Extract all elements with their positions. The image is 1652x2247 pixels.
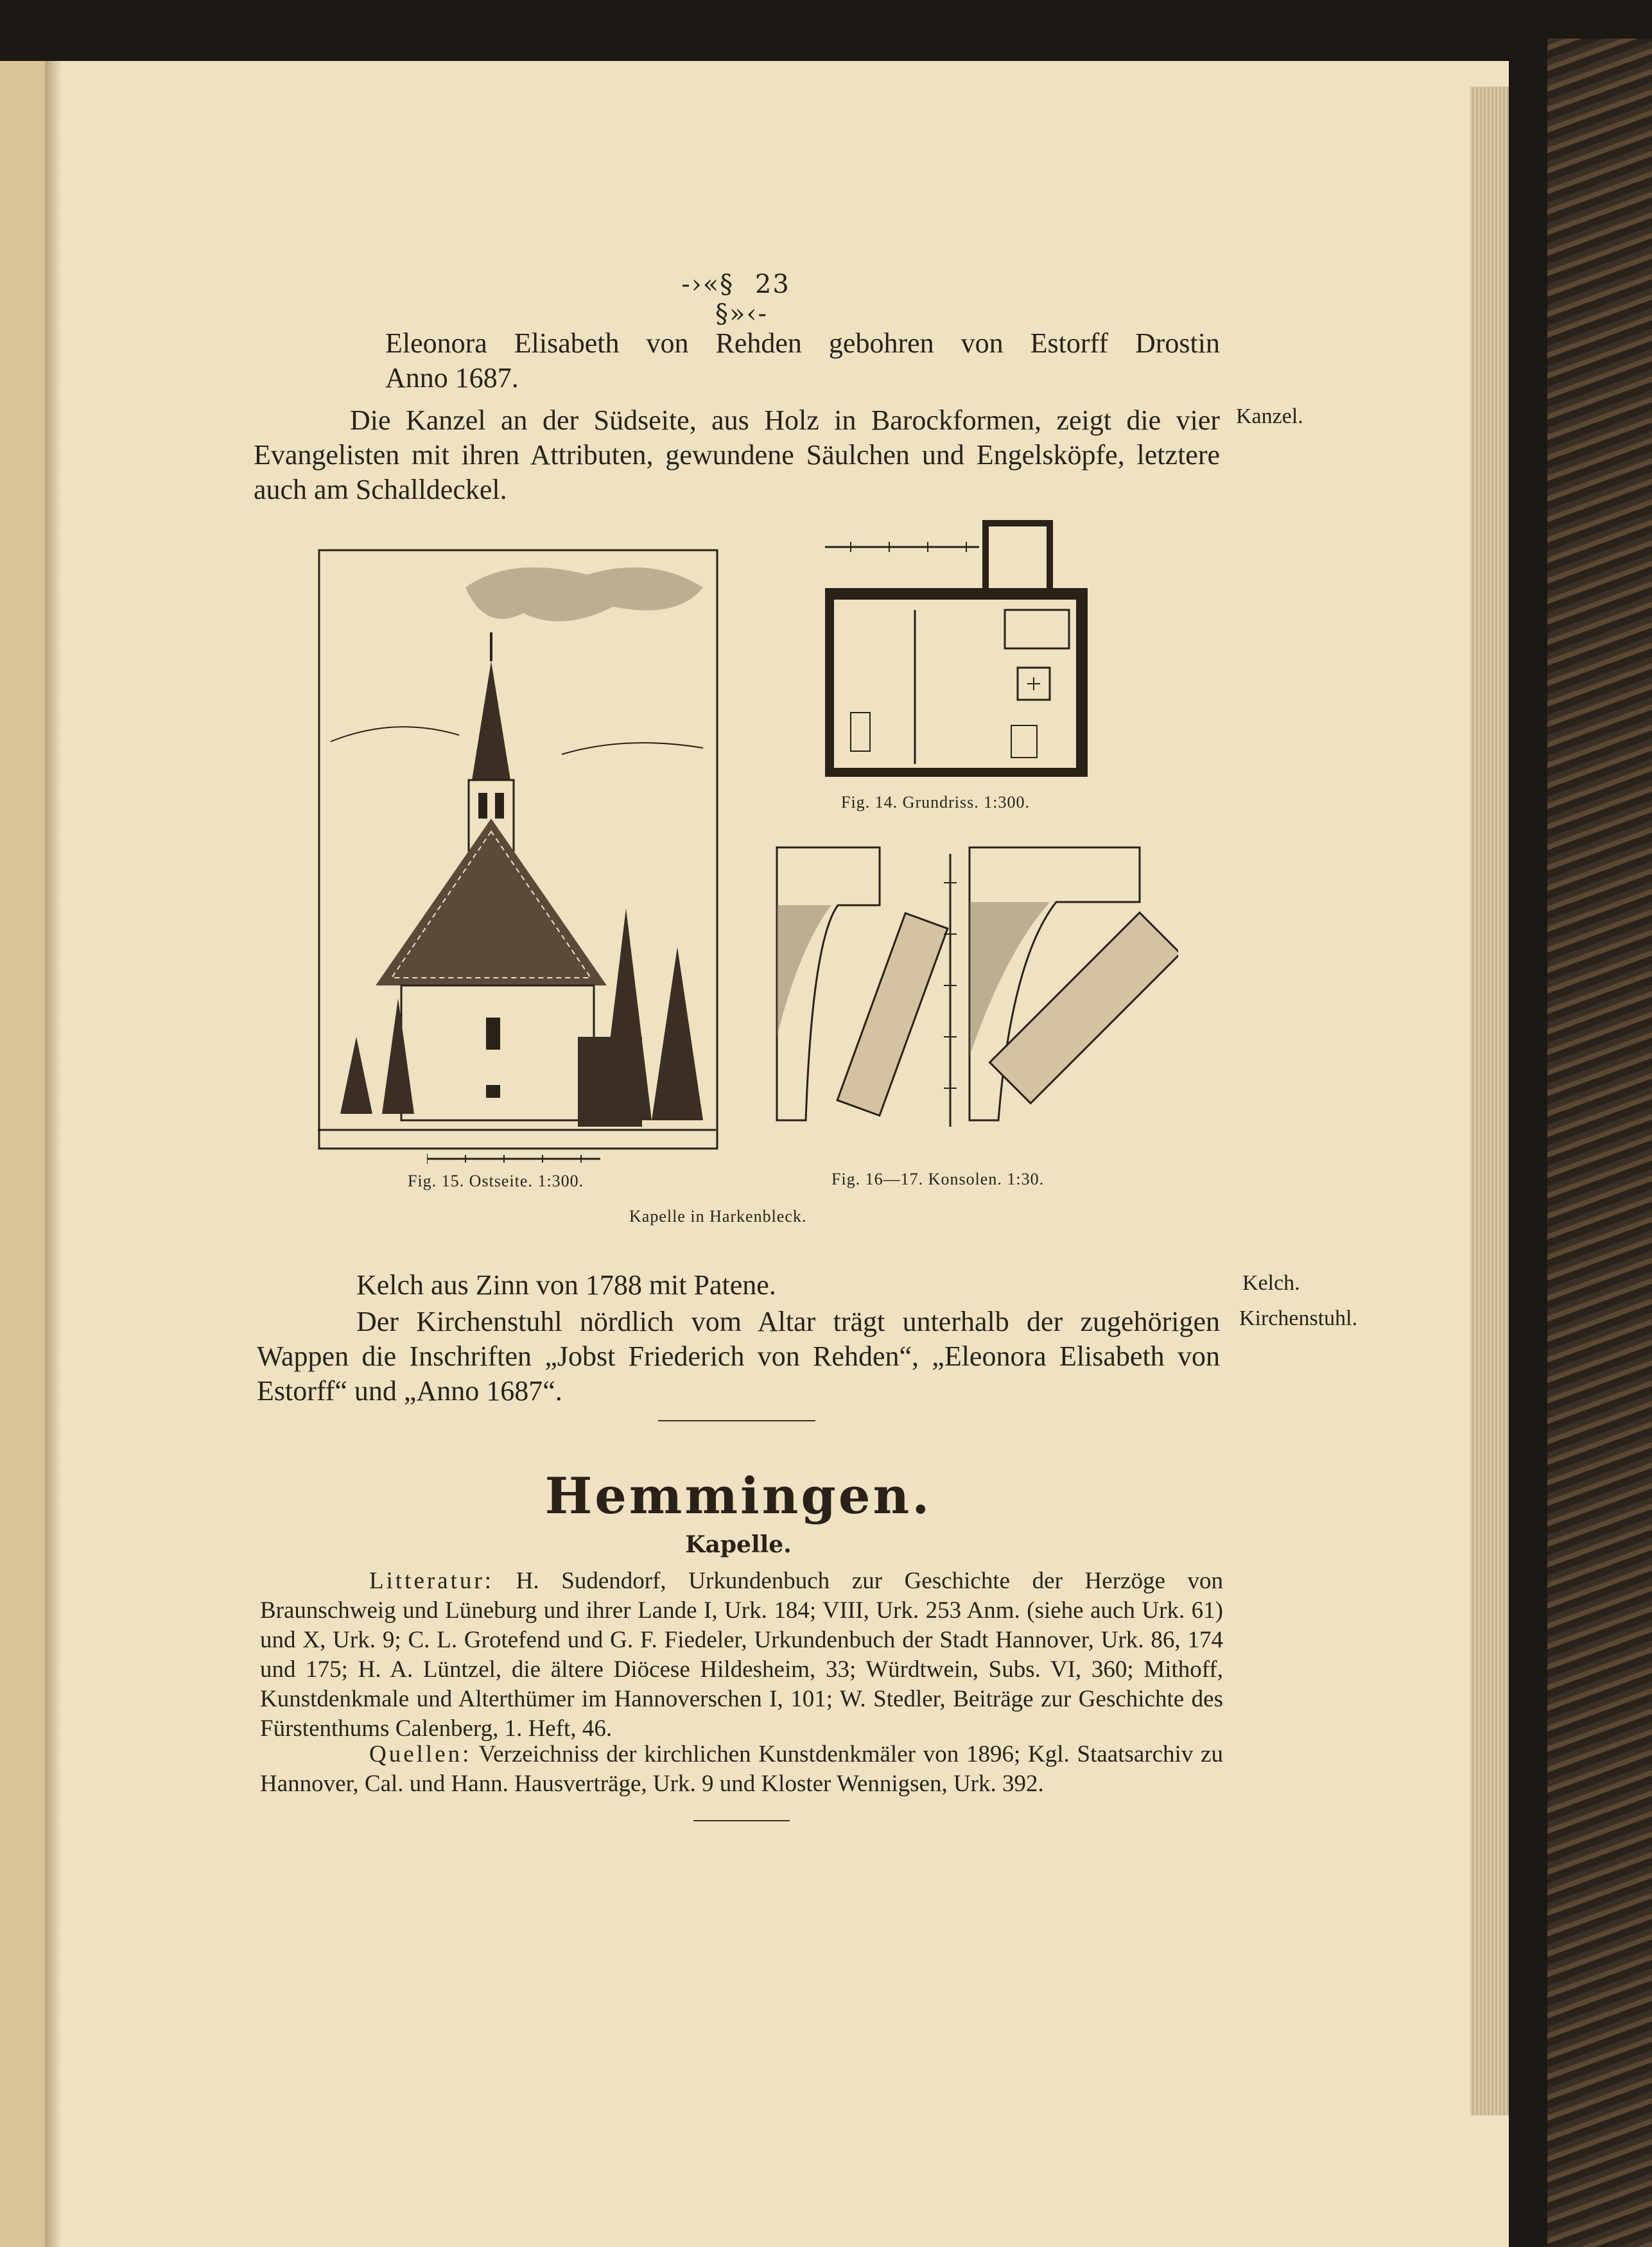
- page-stack-edge: [1470, 87, 1509, 2115]
- margin-note-kelch: Kelch.: [1242, 1271, 1300, 1295]
- page-number-header: [661, 270, 822, 329]
- litteratur-paragraph: [260, 1566, 1223, 1744]
- intro-line: Eleonora Elisabeth von Rehden gebohren von Estorff Drostin: [385, 327, 1220, 359]
- ornament-left: -›«§: [681, 270, 735, 299]
- section-divider: [658, 1420, 815, 1421]
- fig15-caption: Fig. 15. Ostseite. 1:300.: [408, 1172, 584, 1190]
- facing-page-edge: [0, 61, 45, 2247]
- fig16-17-consoles: [774, 844, 1178, 1127]
- book-cover-edge: [1547, 39, 1652, 2247]
- litteratur-label: Litteratur:: [369, 1568, 494, 1594]
- fig14-floor-plan: [825, 520, 1088, 777]
- kirchenstuhl-paragraph: Der Kirchenstuhl nördlich vom Altar trägt unterhalb der zugehörigen Wappen die Inschriften „Jobst Friederich von Rehden“, „Eleonora Elisabeth von Estorff“ und „Anno 1687“.: [257, 1306, 1220, 1407]
- section-title: Hemmingen.: [544, 1467, 932, 1525]
- fig15-chapel-east-elevation: [318, 549, 719, 1152]
- page-number: 23: [754, 270, 790, 299]
- fig14-caption: Fig. 14. Grundriss. 1:300.: [841, 793, 1030, 811]
- page-gutter: [45, 61, 62, 2247]
- margin-note-kirchenstuhl: Kirchenstuhl.: [1239, 1306, 1358, 1330]
- fig15-scale-bar: [427, 1152, 607, 1165]
- figure-group-caption: Kapelle in Harkenbleck.: [629, 1207, 807, 1226]
- intro-text: [385, 326, 1220, 395]
- quellen-paragraph: [260, 1740, 1223, 1799]
- litteratur-text: H. Sudendorf, Urkundenbuch zur Geschichte der Herzöge von Braunschweig und Lüneburg und ihrer Lande I, Urk. 184; VIII, Urk. 253 Anm. (siehe auch Urk. 61) und X, Urk. 9; C. L. Grotefend und G. F. Fiedeler, Urkundenbuch der Stadt Hannover, Urk. 86, 174 und 175; H. A. Lüntzel, die ältere Diöcese Hildesheim, 33; Würdtwein, Subs. VI, 360; Mithoff, Kunstdenkmale und Alterthümer im Hannoverschen I, 101; W. Stedler, Beiträge zur Geschichte des Fürstenthums Calenberg, 1. Heft, 46.: [260, 1568, 1223, 1742]
- kanzel-paragraph: Die Kanzel an der Südseite, aus Holz in Barockformen, zeigt die vier Evangelisten mit ihren Attributen, gewundene Säulchen und Engelsköpfe, letztere auch am Schalldeckel.: [254, 404, 1220, 505]
- ornament-right: §»‹-: [715, 299, 768, 329]
- end-divider: [693, 1820, 790, 1821]
- section-subtitle: Kapelle.: [685, 1531, 792, 1558]
- intro-line: Anno 1687.: [385, 362, 519, 394]
- kelch-paragraph: Kelch aus Zinn von 1788 mit Patene.: [356, 1269, 776, 1301]
- quellen-text: Verzeichniss der kirchlichen Kunstdenkmäler von 1896; Kgl. Staatsarchiv zu Hannover, Cal. und Hann. Hausverträge, Urk. 9 und Kloster Wennigsen, Urk. 392.: [260, 1741, 1223, 1797]
- quellen-label: Quellen:: [369, 1741, 472, 1767]
- margin-note-kanzel: Kanzel.: [1236, 404, 1303, 428]
- fig16-17-caption: Fig. 16—17. Konsolen. 1:30.: [831, 1170, 1045, 1188]
